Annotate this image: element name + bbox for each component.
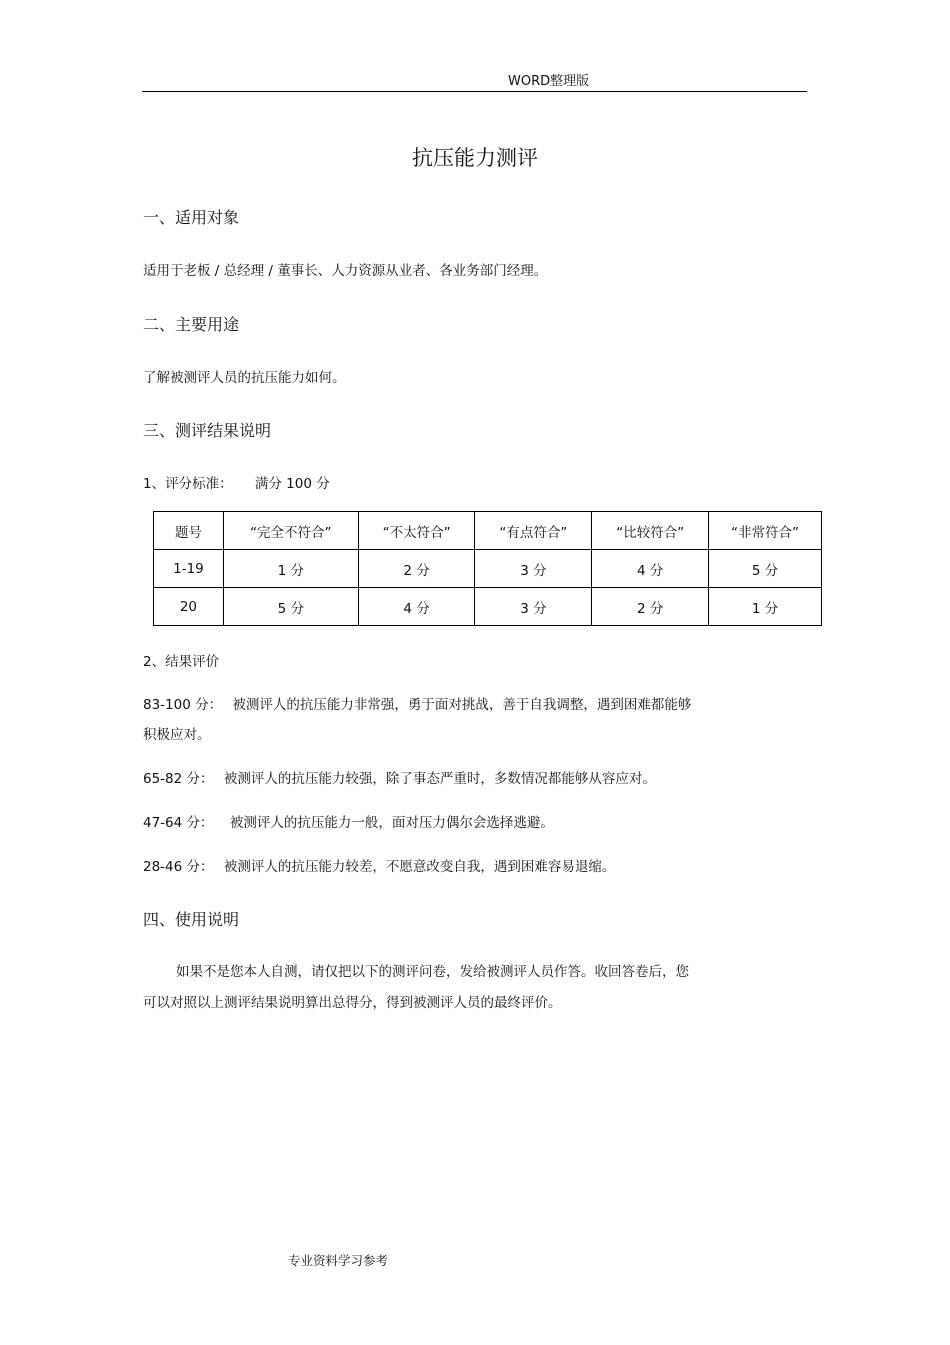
table-header-cell: “非常符合” (709, 512, 822, 550)
table-row (154, 588, 822, 626)
table-header-cell: 题号 (154, 512, 224, 550)
table-cell: 5 分 (709, 550, 822, 588)
table-header-cell: “有点符合” (475, 512, 592, 550)
evaluation-range: 28-46 分： (143, 859, 214, 875)
table-cell: 1 分 (223, 550, 358, 588)
section2-heading: 二、主要用途 (143, 315, 240, 334)
scoring-value: 满分 100 分 (254, 476, 330, 492)
table-cell: 1-19 (154, 550, 224, 588)
evaluation-item (143, 767, 656, 787)
table-header-cell: “不太符合” (358, 512, 475, 550)
evaluation-text: 被测评人的抗压能力较差，不愿意改变自我，遇到困难容易退缩。 (223, 859, 616, 875)
evaluation-text: 被测评人的抗压能力非常强，勇于面对挑战，善于自我调整，遇到困难都能够 (232, 697, 692, 713)
table-cell: 20 (154, 588, 224, 626)
scoring-label: 1、评分标准： (143, 476, 233, 492)
scoring-standard (143, 472, 330, 492)
table-cell: 1 分 (709, 588, 822, 626)
evaluation-range: 65-82 分： (143, 771, 214, 787)
table-cell: 3 分 (475, 550, 592, 588)
table-cell: 3 分 (475, 588, 592, 626)
evaluation-item (143, 855, 615, 875)
evaluation-text: 被测评人的抗压能力一般，面对压力偶尔会选择逃避。 (229, 815, 554, 831)
page-footer: 专业资料学习参考 (288, 1253, 389, 1268)
evaluation-range: 47-64 分： (143, 815, 214, 831)
table-cell: 2 分 (358, 550, 475, 588)
section4-body-line1: 如果不是您本人自测，请仅把以下的测评问卷，发给被测评人员作答。收回答卷后，您 (176, 964, 689, 980)
evaluation-text-continued: 积极应对。 (143, 727, 211, 743)
evaluation-item (143, 811, 554, 831)
table-row (154, 550, 822, 588)
table-cell: 2 分 (592, 588, 709, 626)
section4-heading: 四、使用说明 (143, 910, 240, 929)
evaluation-label: 2、结果评价 (143, 654, 220, 670)
section2-body: 了解被测评人员的抗压能力如何。 (143, 370, 346, 386)
table-header-cell: “完全不符合” (223, 512, 358, 550)
table-header-cell: “比较符合” (592, 512, 709, 550)
scoring-table (153, 511, 822, 626)
table-header-row (154, 512, 822, 550)
evaluation-item (143, 693, 691, 713)
header-rule (142, 91, 807, 92)
table-cell: 4 分 (358, 588, 475, 626)
page-title: 抗压能力测评 (412, 146, 538, 170)
evaluation-text: 被测评人的抗压能力较强，除了事态严重时，多数情况都能够从容应对。 (223, 771, 656, 787)
page-header: WORD整理版 (508, 74, 590, 89)
table-cell: 5 分 (223, 588, 358, 626)
section1-body: 适用于老板 / 总经理 / 董事长、人力资源从业者、各业务部门经理。 (143, 263, 548, 279)
evaluation-range: 83-100 分： (143, 697, 223, 713)
section1-heading: 一、适用对象 (143, 208, 240, 227)
section3-heading: 三、测评结果说明 (143, 421, 272, 440)
table-cell: 4 分 (592, 550, 709, 588)
section4-body-line2: 可以对照以上测评结果说明算出总得分，得到被测评人员的最终评价。 (143, 995, 562, 1011)
